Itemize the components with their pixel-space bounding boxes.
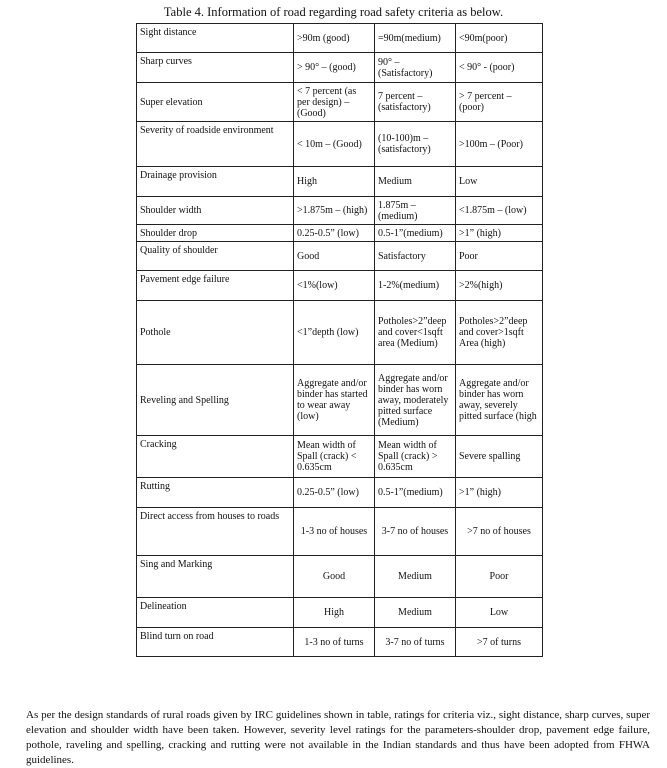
- table-row: [137, 242, 543, 271]
- medium-rating-cell: Mean width of Spall (crack) > 0.635cm: [375, 436, 456, 478]
- criterion-cell: Severity of roadside environment: [137, 122, 294, 167]
- good-rating-cell: High: [294, 167, 375, 197]
- good-rating-cell: Good: [294, 242, 375, 271]
- good-rating-cell: 0.25-0.5” (low): [294, 225, 375, 242]
- criterion-cell: Sight distance: [137, 24, 294, 53]
- table-caption: Table 4. Information of road regarding road safety criteria as below.: [163, 5, 504, 19]
- medium-rating-cell: =90m(medium): [375, 24, 456, 53]
- poor-rating-cell: >7 of turns: [456, 628, 543, 657]
- criterion-cell: Cracking: [137, 436, 294, 478]
- poor-rating-cell: Potholes>2”deep and cover>1sqft Area (high): [456, 301, 543, 365]
- poor-rating-cell: < 90° - (poor): [456, 53, 543, 83]
- table-row: [137, 271, 543, 301]
- medium-rating-cell: Satisfactory: [375, 242, 456, 271]
- poor-rating-cell: >2%(high): [456, 271, 543, 301]
- criterion-cell: Quality of shoulder: [137, 242, 294, 271]
- criterion-cell: Delineation: [137, 598, 294, 628]
- medium-rating-cell: Aggregate and/or binder has worn away, moderately pitted surface (Medium): [375, 365, 456, 436]
- table-row: [137, 225, 543, 242]
- medium-rating-cell: 0.5-1”(medium): [375, 478, 456, 508]
- poor-rating-cell: > 7 percent – (poor): [456, 83, 543, 122]
- good-rating-cell: Aggregate and/or binder has started to wear away (low): [294, 365, 375, 436]
- good-rating-cell: < 7 percent (as per design) – (Good): [294, 83, 375, 122]
- poor-rating-cell: >1” (high): [456, 478, 543, 508]
- good-rating-cell: < 10m – (Good): [294, 122, 375, 167]
- poor-rating-cell: <90m(poor): [456, 24, 543, 53]
- criterion-cell: Rutting: [137, 478, 294, 508]
- criterion-cell: Shoulder drop: [137, 225, 294, 242]
- table-row: [137, 122, 543, 167]
- poor-rating-cell: Severe spalling: [456, 436, 543, 478]
- poor-rating-cell: >7 no of houses: [456, 508, 543, 556]
- poor-rating-cell: Low: [456, 598, 543, 628]
- medium-rating-cell: 3-7 no of turns: [375, 628, 456, 657]
- criterion-cell: Super elevation: [137, 83, 294, 122]
- good-rating-cell: > 90° – (good): [294, 53, 375, 83]
- table-row: [137, 301, 543, 365]
- poor-rating-cell: >100m – (Poor): [456, 122, 543, 167]
- good-rating-cell: High: [294, 598, 375, 628]
- criterion-cell: Direct access from houses to roads: [137, 508, 294, 556]
- criterion-cell: Pothole: [137, 301, 294, 365]
- table-row: [137, 53, 543, 83]
- table-row: [137, 598, 543, 628]
- poor-rating-cell: <1.875m – (low): [456, 197, 543, 225]
- table-row: [137, 167, 543, 197]
- medium-rating-cell: 0.5-1”(medium): [375, 225, 456, 242]
- medium-rating-cell: Medium: [375, 167, 456, 197]
- poor-rating-cell: Aggregate and/or binder has worn away, severely pitted surface (high: [456, 365, 543, 436]
- medium-rating-cell: 90° – (Satisfactory): [375, 53, 456, 83]
- good-rating-cell: Good: [294, 556, 375, 598]
- road-safety-criteria-table: [136, 23, 543, 657]
- poor-rating-cell: Low: [456, 167, 543, 197]
- table-row: [137, 197, 543, 225]
- medium-rating-cell: (10-100)m – (satisfactory): [375, 122, 456, 167]
- medium-rating-cell: 1.875m – (medium): [375, 197, 456, 225]
- good-rating-cell: Mean width of Spall (crack) < 0.635cm: [294, 436, 375, 478]
- table-row: [137, 628, 543, 657]
- poor-rating-cell: Poor: [456, 556, 543, 598]
- table-row: [137, 478, 543, 508]
- medium-rating-cell: 3-7 no of houses: [375, 508, 456, 556]
- medium-rating-cell: Medium: [375, 556, 456, 598]
- good-rating-cell: 1-3 no of turns: [294, 628, 375, 657]
- table-row: [137, 556, 543, 598]
- criterion-cell: Sing and Marking: [137, 556, 294, 598]
- body-paragraph: As per the design standards of rural roads given by IRC guidelines shown in table, ratings for criteria viz., sight distance, sharp curves, super elevation and shoulder width have been taken. However, severity level ratings for the parameters-shoulder drop, pavement edge failure, pothole, raveling and spelling, cracking and rutting were not available in the Indian standards and thus have been adopted from FHWA guidelines.: [26, 709, 650, 766]
- criterion-cell: Pavement edge failure: [137, 271, 294, 301]
- table-row: [137, 508, 543, 556]
- good-rating-cell: 1-3 no of houses: [294, 508, 375, 556]
- medium-rating-cell: 1-2%(medium): [375, 271, 456, 301]
- criterion-cell: Reveling and Spelling: [137, 365, 294, 436]
- poor-rating-cell: >1” (high): [456, 225, 543, 242]
- criterion-cell: Sharp curves: [137, 53, 294, 83]
- good-rating-cell: 0.25-0.5” (low): [294, 478, 375, 508]
- poor-rating-cell: Poor: [456, 242, 543, 271]
- table-row: [137, 436, 543, 478]
- table-row: [137, 365, 543, 436]
- medium-rating-cell: Potholes>2”deep and cover<1sqft area (Medium): [375, 301, 456, 365]
- criterion-cell: Shoulder width: [137, 197, 294, 225]
- good-rating-cell: <1%(low): [294, 271, 375, 301]
- table-row: [137, 83, 543, 122]
- medium-rating-cell: 7 percent – (satisfactory): [375, 83, 456, 122]
- criterion-cell: Blind turn on road: [137, 628, 294, 657]
- good-rating-cell: >1.875m – (high): [294, 197, 375, 225]
- criterion-cell: Drainage provision: [137, 167, 294, 197]
- good-rating-cell: >90m (good): [294, 24, 375, 53]
- table-row: [137, 24, 543, 53]
- good-rating-cell: <1”depth (low): [294, 301, 375, 365]
- medium-rating-cell: Medium: [375, 598, 456, 628]
